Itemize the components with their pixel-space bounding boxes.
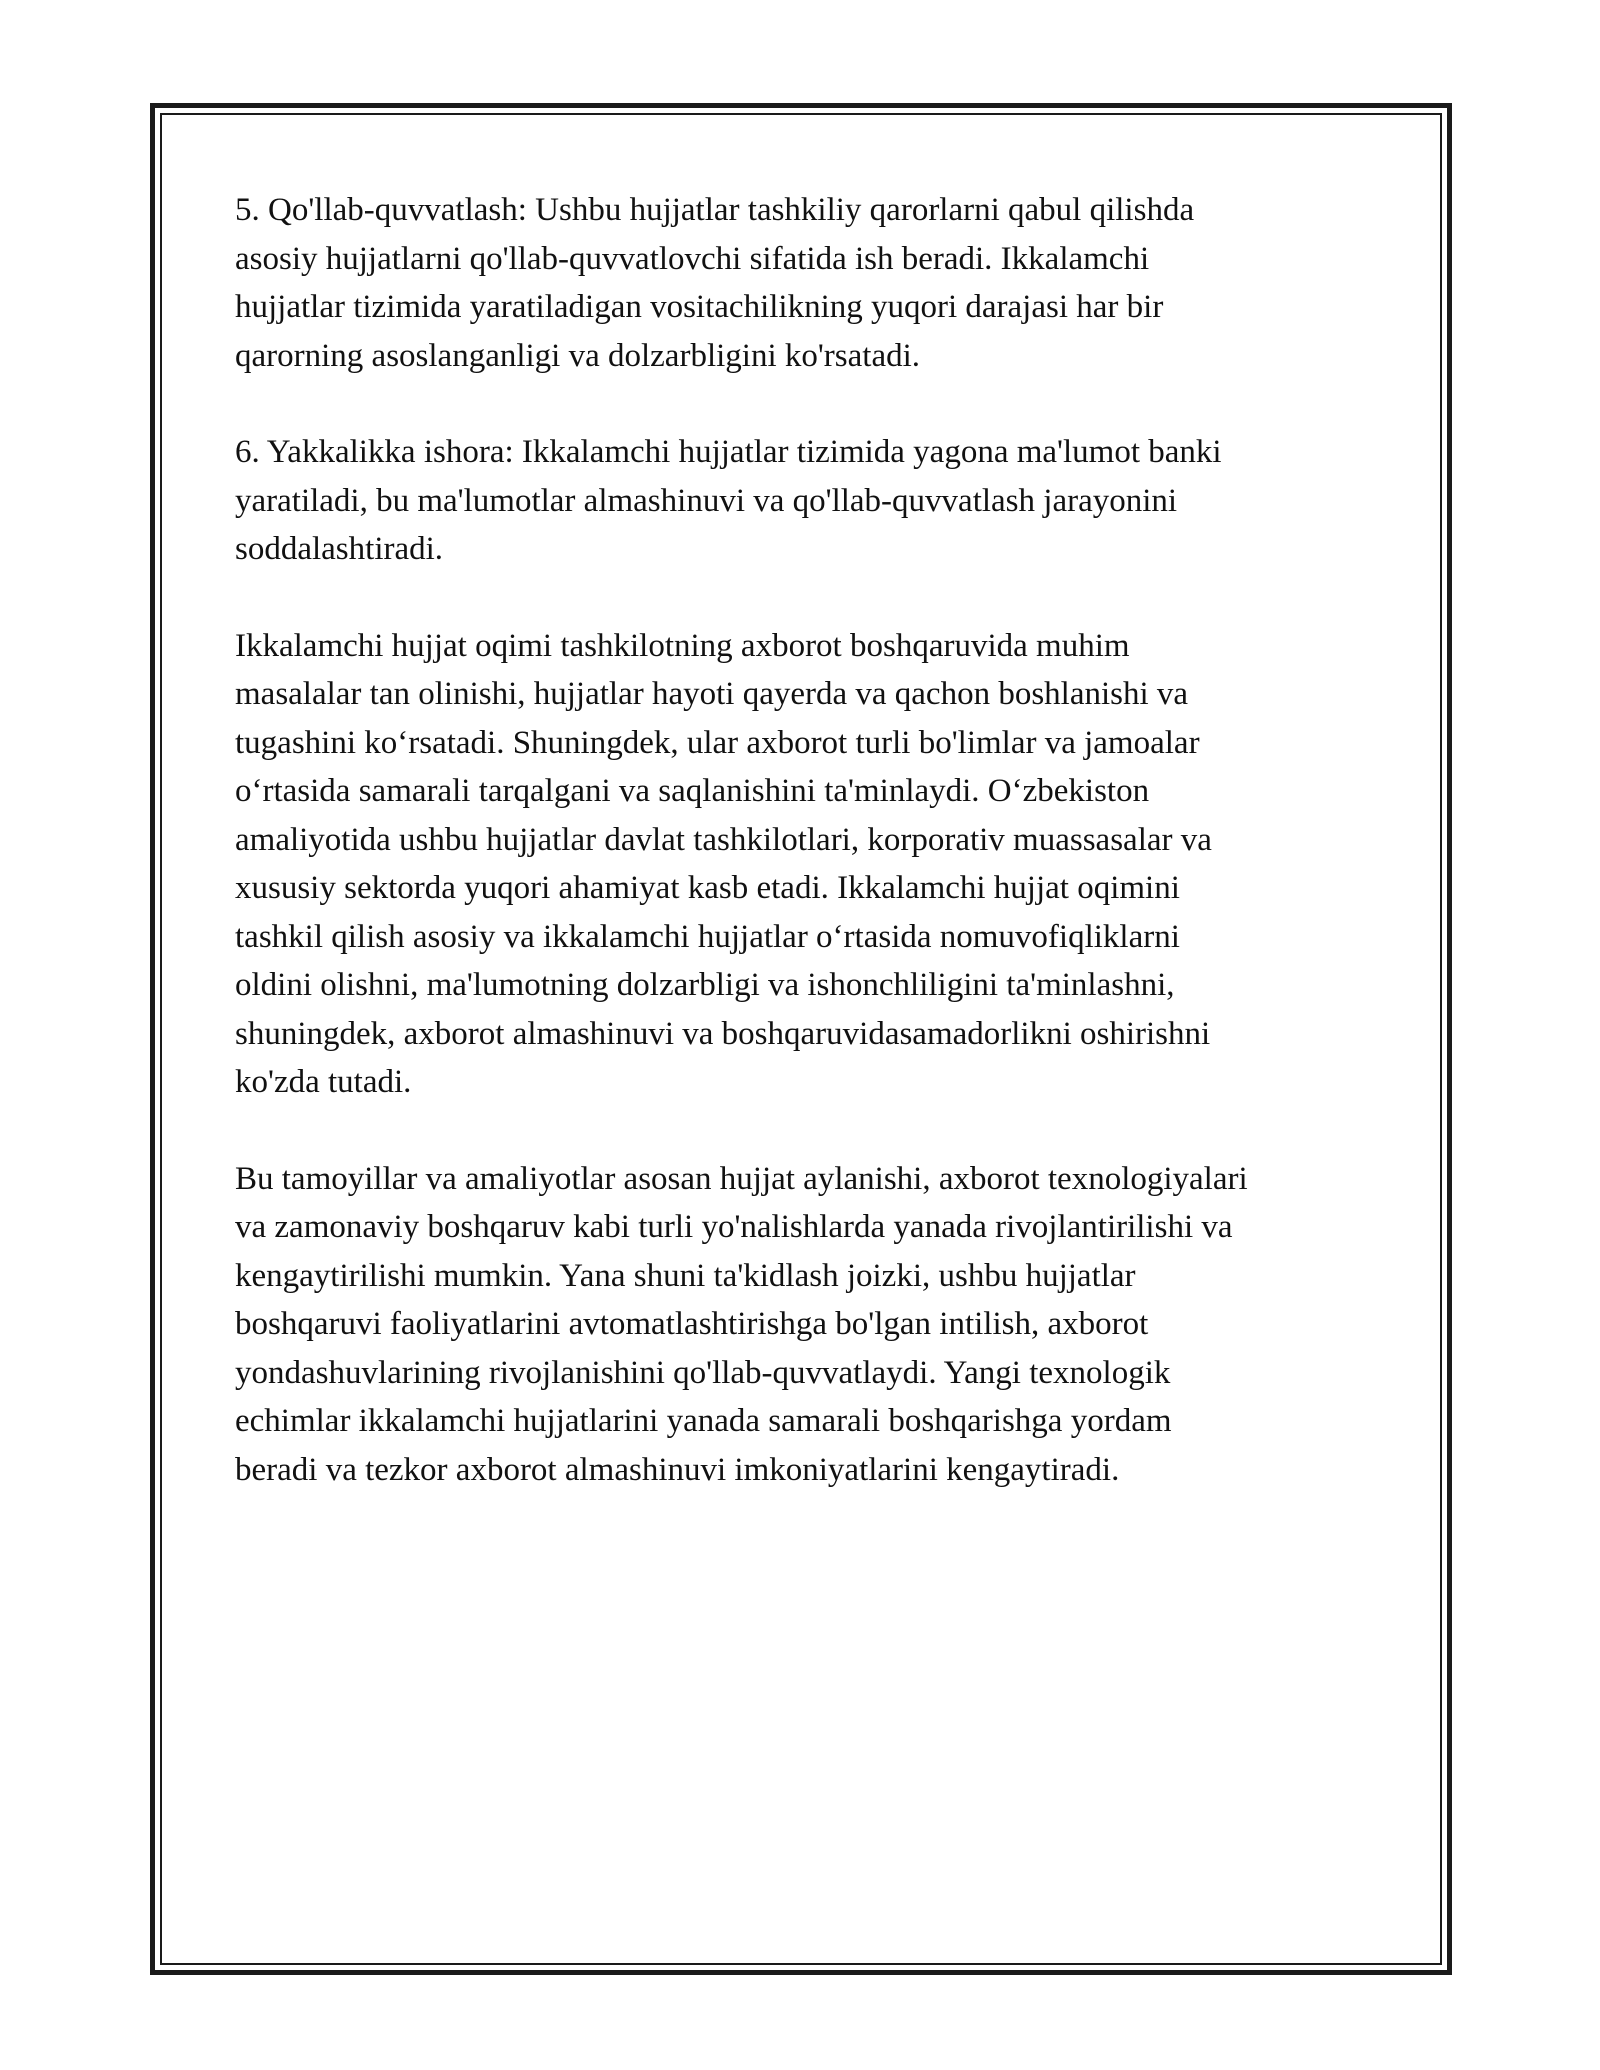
- paragraph-secondary-document-flow: Ikkalamchi hujjat oqimi tashkilotning axborot boshqaruvida muhim masalalar tan olinishi, hujjatlar hayoti qayerda va qachon boshlanishi va tugashini ko‘rsatadi. Shuningdek, ular axborot turli bo'limlar va jamoalar o‘rtasida samarali tarqalgani va saqlanishini ta'minlaydi. O‘zbekiston amaliyotida ushbu hujjatlar davlat tashkilotlari, korporativ muassasalar va xususiy sektorda yuqori ahamiyat kasb etadi. Ikkalamchi hujjat oqimini tashkil qilish asosiy va ikkalamchi hujjatlar o‘rtasida nomuvofiqliklarni oldini olishni, ma'lumotning dolzarbligi va ishonchliligini ta'minlashni, shuningdek, axborot almashinuvi va boshqaruvidasamadorlikni oshirishni ko'zda tutadi.: [235, 627, 1212, 1100]
- document-body: [235, 186, 1385, 1542]
- paragraph-principles: Bu tamoyillar va amaliyotlar asosan hujjat aylanishi, axborot texnologiyalari va zamonaviy boshqaruv kabi turli yo'nalishlarda yanada rivojlantirilishi va kengaytirilishi mumkin. Yana shuni ta'kidlash joizki, ushbu hujjatlar boshqaruvi faoliyatlarini avtomatlashtirishga bo'lgan intilish, axborot yondashuvlarining rivojlanishini qo'llab-quvvatlaydi. Yangi texnologik echimlar ikkalamchi hujjatlarini yanada samarali boshqarishga yordam beradi va tezkor axborot almashinuvi imkoniyatlarini kengaytiradi.: [235, 1160, 1248, 1488]
- paragraph-support: 5. Qo'llab-quvvatlash: Ushbu hujjatlar tashkiliy qarorlarni qabul qilishda asosiy hujjatlarni qo'llab-quvvatlovchi sifatida ish beradi. Ikkalamchi hujjatlar tizimida yaratiladigan vositachilikning yuqori darajasi har bir qarorning asoslanganligi va dolzarbligini ko'rsatadi.: [235, 192, 1195, 374]
- paragraph-single-reference: 6. Yakkalikka ishora: Ikkalamchi hujjatlar tizimida yagona ma'lumot banki yaratiladi, bu ma'lumotlar almashinuvi va qo'llab-quvvatlash jarayonini soddalashtiradi.: [235, 434, 1222, 567]
